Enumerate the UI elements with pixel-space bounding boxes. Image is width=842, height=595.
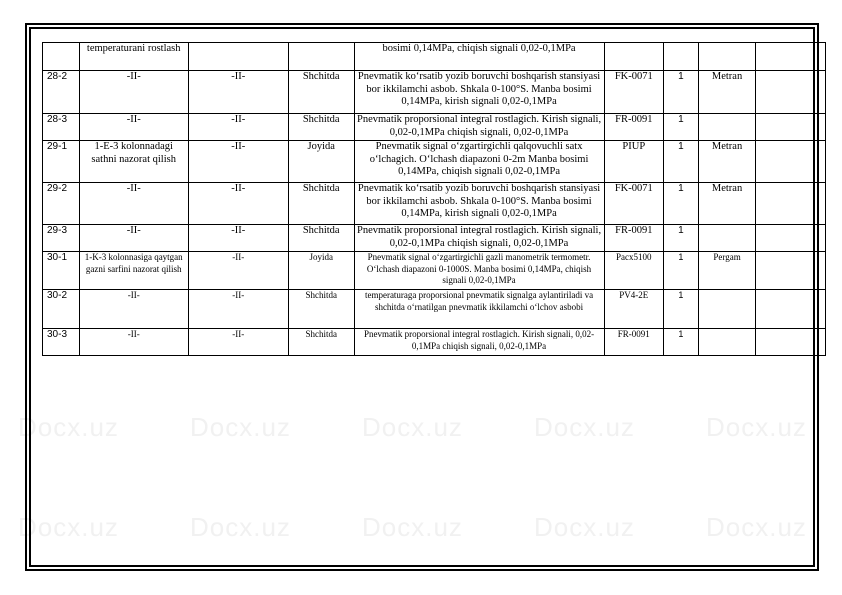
type-cell: Pacx5100: [604, 252, 663, 290]
watermark-text: Docx.uz: [18, 512, 119, 542]
placement-cell: Shchitda: [288, 114, 354, 141]
quantity-cell: 1: [664, 225, 699, 252]
watermark-text: Docx.uz: [706, 512, 807, 542]
quantity-cell: 1: [664, 71, 699, 114]
position-cell: 28-2: [43, 71, 80, 114]
description-cell: Pnevmatik signal o‘zgartirgichli qalqovuchli satx o‘lchagich. O‘lchash diapazoni 0-2m Manba bosimi 0,14MPa, chiqish signali 0,02-0,1MPa: [354, 141, 604, 183]
note-cell: [756, 329, 826, 356]
medium-cell: -II-: [188, 114, 288, 141]
manufacturer-cell: [698, 329, 755, 356]
watermark-text: Docx.uz: [362, 512, 463, 542]
location-cell: -II-: [79, 290, 188, 329]
type-cell: FR-0091: [604, 225, 663, 252]
watermark-text: Docx.uz: [534, 412, 635, 442]
position-cell: 30-2: [43, 290, 80, 329]
quantity-cell: 1: [664, 114, 699, 141]
quantity-cell: 1: [664, 183, 699, 225]
position-cell: 29-3: [43, 225, 80, 252]
position-cell: 30-3: [43, 329, 80, 356]
table-row: [43, 183, 826, 225]
note-cell: [756, 71, 826, 114]
table-row: [43, 225, 826, 252]
quantity-cell: 1: [664, 329, 699, 356]
position-cell: [43, 43, 80, 71]
location-cell: -II-: [79, 225, 188, 252]
table-row: [43, 114, 826, 141]
note-cell: [756, 114, 826, 141]
description-cell: bosimi 0,14MPa, chiqish signali 0,02-0,1MPa: [354, 43, 604, 71]
description-cell: Pnevmatik proporsional integral rostlagich. Kirish signali, 0,02-0,1MPa chiqish signali, 0,02-0,1MPa: [354, 329, 604, 356]
manufacturer-cell: Pergam: [698, 252, 755, 290]
quantity-cell: 1: [664, 141, 699, 183]
type-cell: FK-0071: [604, 183, 663, 225]
type-cell: PV4-2E: [604, 290, 663, 329]
medium-cell: -II-: [188, 183, 288, 225]
manufacturer-cell: Metran: [698, 141, 755, 183]
description-cell: temperaturaga proporsional pnevmatik signalga aylantiriladi va shchitda o‘rnatilgan pnevmatik ikkilamchi o‘lchov asbobi: [354, 290, 604, 329]
position-cell: 29-1: [43, 141, 80, 183]
medium-cell: -II-: [188, 71, 288, 114]
table-row: [43, 290, 826, 329]
location-cell: -II-: [79, 114, 188, 141]
placement-cell: Shchitda: [288, 290, 354, 329]
description-cell: Pnevmatik proporsional integral rostlagich. Kirish signali, 0,02-0,1MPa chiqish signali, 0,02-0,1MPa: [354, 114, 604, 141]
manufacturer-cell: [698, 290, 755, 329]
placement-cell: [288, 43, 354, 71]
quantity-cell: 1: [664, 290, 699, 329]
quantity-cell: 1: [664, 252, 699, 290]
manufacturer-cell: [698, 43, 755, 71]
manufacturer-cell: [698, 225, 755, 252]
placement-cell: Shchitda: [288, 71, 354, 114]
type-cell: [604, 43, 663, 71]
placement-cell: Shchitda: [288, 225, 354, 252]
location-cell: -II-: [79, 329, 188, 356]
location-cell: 1-E-3 kolonnadagi sathni nazorat qilish: [79, 141, 188, 183]
note-cell: [756, 225, 826, 252]
type-cell: FR-0091: [604, 114, 663, 141]
note-cell: [756, 43, 826, 71]
manufacturer-cell: Metran: [698, 71, 755, 114]
note-cell: [756, 183, 826, 225]
description-cell: Pnevmatik proporsional integral rostlagich. Kirish signali, 0,02-0,1MPa chiqish signali, 0,02-0,1MPa: [354, 225, 604, 252]
type-cell: PIUP: [604, 141, 663, 183]
note-cell: [756, 141, 826, 183]
location-cell: temperaturani rostlash: [79, 43, 188, 71]
watermark-text: Docx.uz: [362, 412, 463, 442]
table-row: [43, 252, 826, 290]
note-cell: [756, 252, 826, 290]
placement-cell: Joyida: [288, 252, 354, 290]
description-cell: Pnevmatik signal o‘zgartirgichli gazli manometrik termometr. O‘lchash diapazoni 0-1000S. Manba bosimi 0,14MPa, chiqish signali 0,02-0,1MPa: [354, 252, 604, 290]
type-cell: FK-0071: [604, 71, 663, 114]
location-cell: 1-K-3 kolonnasiga qaytgan gazni sarfini nazorat qilish: [79, 252, 188, 290]
location-cell: -II-: [79, 71, 188, 114]
medium-cell: -II-: [188, 252, 288, 290]
medium-cell: -II-: [188, 225, 288, 252]
placement-cell: Shchitda: [288, 183, 354, 225]
specification-table: [42, 42, 826, 356]
quantity-cell: [664, 43, 699, 71]
table-row: [43, 329, 826, 356]
medium-cell: -II-: [188, 290, 288, 329]
table-row: [43, 141, 826, 183]
placement-cell: Shchitda: [288, 329, 354, 356]
watermark-text: Docx.uz: [18, 412, 119, 442]
location-cell: -II-: [79, 183, 188, 225]
table-row: [43, 43, 826, 71]
medium-cell: [188, 43, 288, 71]
table-row: [43, 71, 826, 114]
note-cell: [756, 290, 826, 329]
watermark-text: Docx.uz: [190, 412, 291, 442]
placement-cell: Joyida: [288, 141, 354, 183]
medium-cell: -II-: [188, 329, 288, 356]
manufacturer-cell: Metran: [698, 183, 755, 225]
watermark-text: Docx.uz: [534, 512, 635, 542]
description-cell: Pnevmatik ko‘rsatib yozib boruvchi boshqarish stansiyasi bor ikkilamchi asbob. Shkala 0-100°S. Manba bosimi 0,14MPa, kirish signali 0,02-0,1MPa: [354, 71, 604, 114]
position-cell: 28-3: [43, 114, 80, 141]
position-cell: 30-1: [43, 252, 80, 290]
position-cell: 29-2: [43, 183, 80, 225]
type-cell: FR-0091: [604, 329, 663, 356]
medium-cell: -II-: [188, 141, 288, 183]
description-cell: Pnevmatik ko‘rsatib yozib boruvchi boshqarish stansiyasi bor ikkilamchi asbob. Shkala 0-100°S. Manba bosimi 0,14MPa, kirish signali 0,02-0,1MPa: [354, 183, 604, 225]
watermark-text: Docx.uz: [190, 512, 291, 542]
watermark-text: Docx.uz: [706, 412, 807, 442]
manufacturer-cell: [698, 114, 755, 141]
